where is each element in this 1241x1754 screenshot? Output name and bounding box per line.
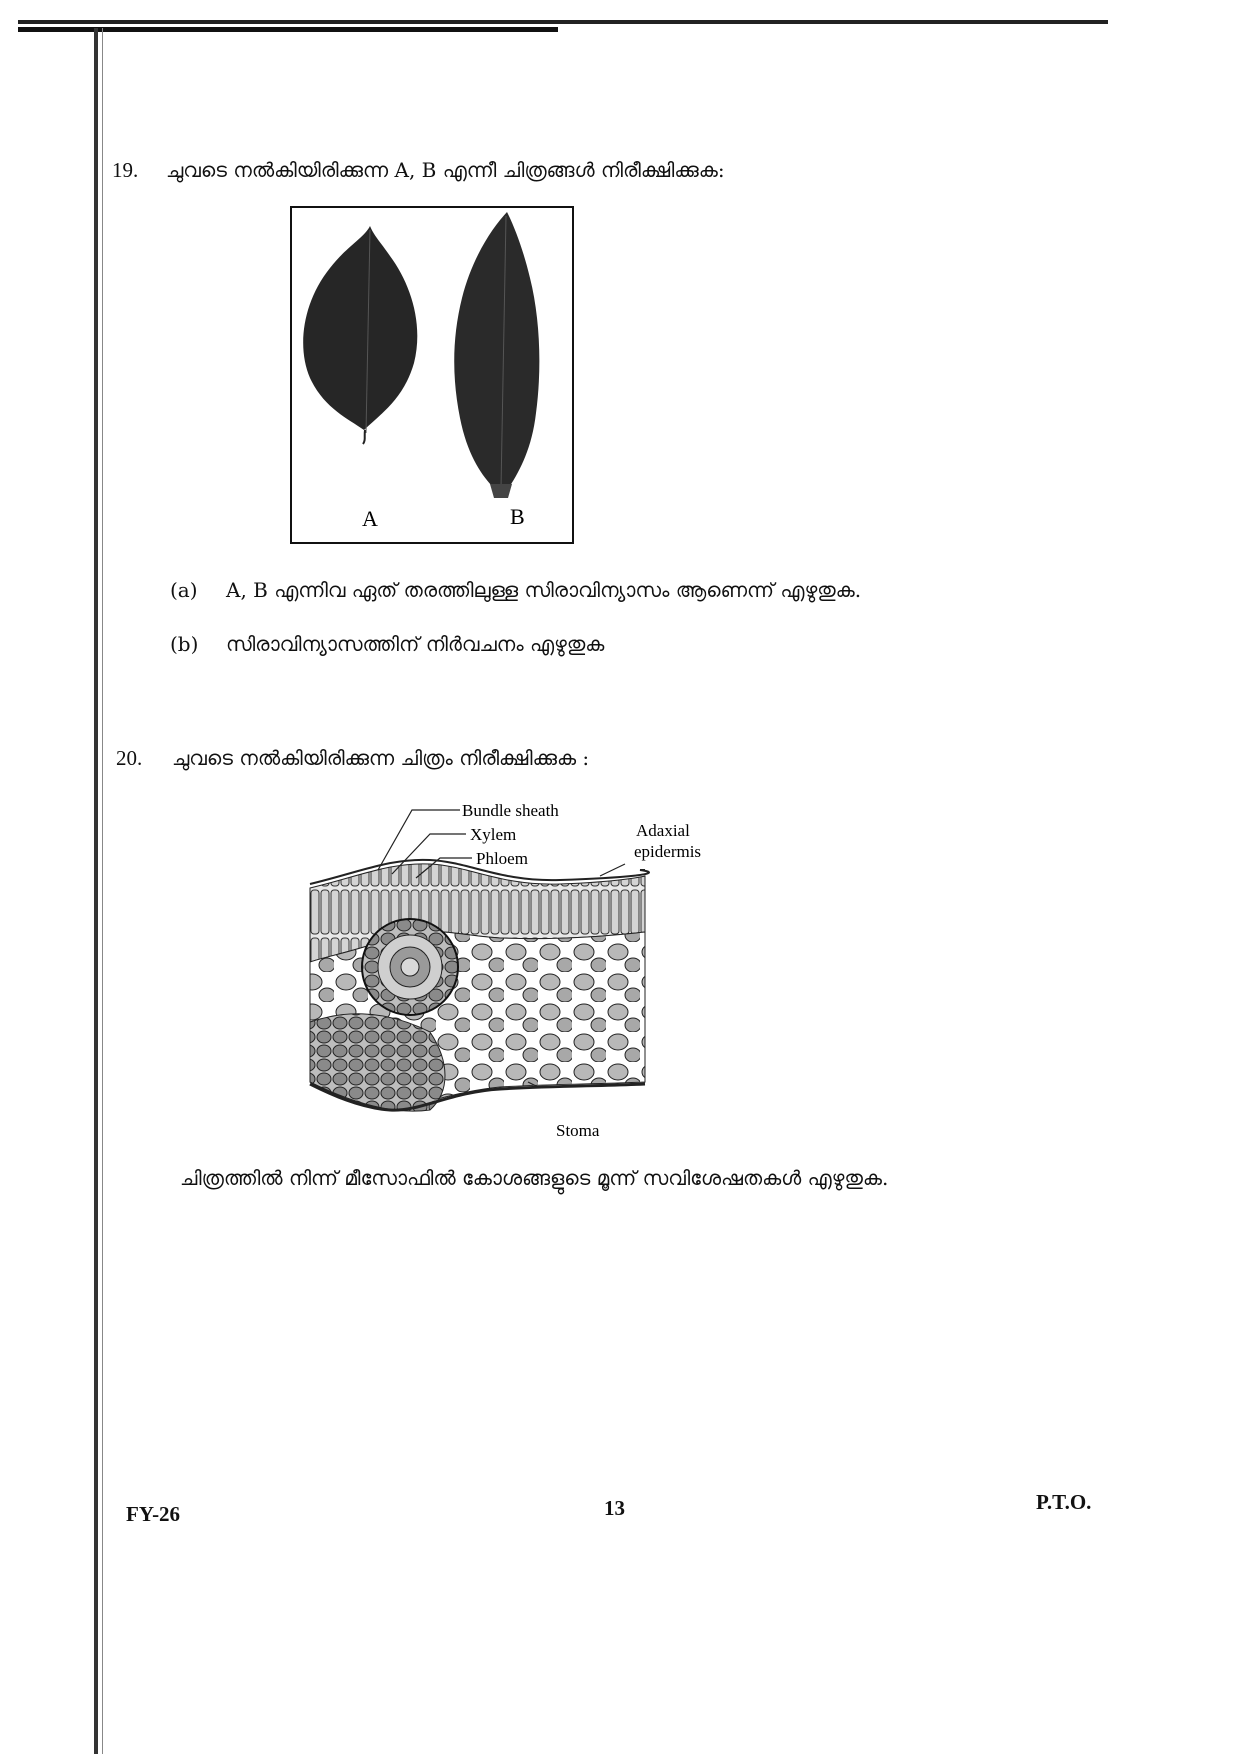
- scan-border-left: [94, 28, 98, 1754]
- scan-border-top-thick: [18, 27, 558, 32]
- epidermis-label: epidermis: [634, 842, 702, 861]
- page-number: 13: [604, 1496, 625, 1520]
- leaf-a-image: [303, 226, 417, 430]
- leaf-section-figure: [300, 792, 730, 1142]
- scan-border-top: [18, 20, 1108, 24]
- question-19-text: ചുവടെ നൽകിയിരിക്കുന്ന A, B എന്നീ ചിത്രങ്ങൾ നിരീക്ഷിക്കുക:: [166, 158, 725, 182]
- question-19a-text: A, B എന്നിവ ഏത് തരത്തിലുള്ള സിരാവിന്യാസം ആണെന്ന് എഴുതുക.: [226, 578, 862, 602]
- leaf-a-label: A: [362, 506, 378, 531]
- stoma-label: Stoma: [556, 1121, 600, 1140]
- leaf-b-label: B: [510, 504, 525, 529]
- xylem-label: Xylem: [470, 825, 517, 844]
- question-20-text: ചുവടെ നൽകിയിരിക്കുന്ന ചിത്രം നിരീക്ഷിക്കുക :: [172, 746, 590, 770]
- question-19b-label: (b): [170, 632, 199, 656]
- bundle-sheath-label: Bundle sheath: [462, 801, 559, 820]
- paper-code: FY-26: [126, 1502, 181, 1526]
- phloem-label: Phloem: [476, 849, 528, 868]
- question-20-number: 20.: [116, 746, 143, 770]
- question-19b-text: സിരാവിന്യാസത്തിന് നിർവചനം എഴുതുക: [226, 632, 605, 656]
- leaf-b-image: [454, 212, 539, 486]
- question-20-prompt: ചിത്രത്തിൽ നിന്ന് മീസോഫിൽ കോശങ്ങളുടെ മൂന്ന് സവിശേഷതകൾ എഴുതുക.: [180, 1166, 889, 1190]
- scan-border-left-thin: [102, 28, 103, 1754]
- leaf-figure: [290, 206, 574, 544]
- question-19-number: 19.: [112, 158, 139, 182]
- pto-note: P.T.O.: [1036, 1490, 1092, 1514]
- leaf-figure-svg: [292, 208, 572, 542]
- question-19a-label: (a): [170, 578, 198, 602]
- adaxial-label: Adaxial: [636, 821, 690, 840]
